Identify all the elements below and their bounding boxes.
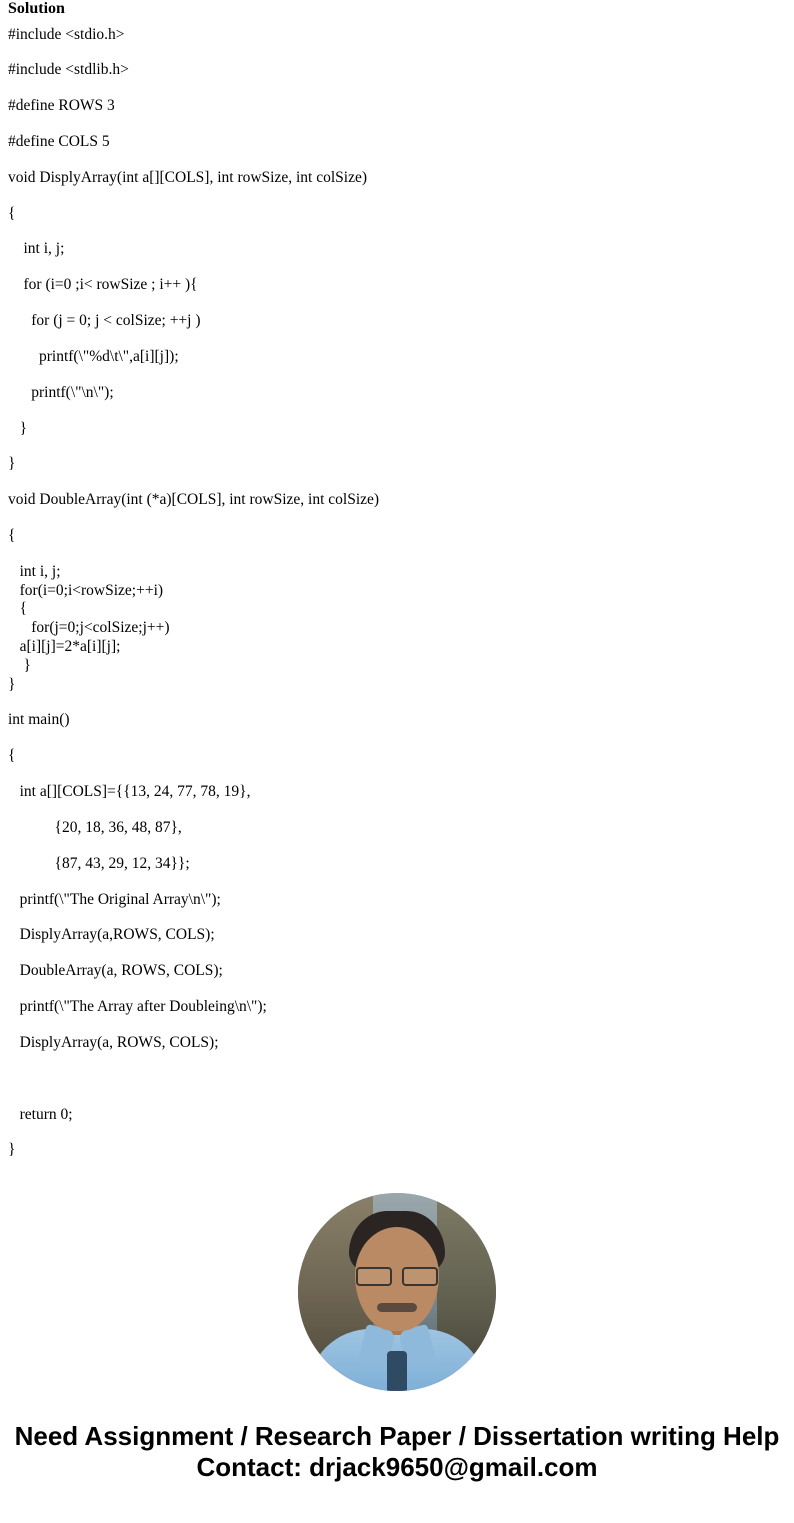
code-line: for(j=0;j<colSize;j++) bbox=[8, 619, 170, 637]
code-line: void DoubleArray(int (*a)[COLS], int rowSize, int colSize) bbox=[8, 491, 380, 509]
code-line: DisplyArray(a, ROWS, COLS); bbox=[8, 1033, 219, 1051]
code-line: } bbox=[8, 1141, 16, 1159]
promo-headline: Need Assignment / Research Paper / Dissertation writing Help bbox=[14, 1421, 780, 1452]
code-line: for (j = 0; j < colSize; ++j ) bbox=[8, 312, 201, 330]
code-line: printf(\"The Array after Doubleing\n\"); bbox=[8, 997, 267, 1015]
code-line: {20, 18, 36, 48, 87}, bbox=[8, 818, 182, 836]
author-photo-container bbox=[8, 1193, 786, 1391]
code-line: printf(\"The Original Array\n\"); bbox=[8, 890, 221, 908]
code-line: { bbox=[8, 204, 16, 222]
code-line: #define COLS 5 bbox=[8, 133, 110, 151]
code-line: printf(\"%d\t\",a[i][j]); bbox=[8, 347, 179, 365]
code-line: int a[][COLS]={{13, 24, 77, 78, 19}, bbox=[8, 783, 251, 801]
code-line: return 0; bbox=[8, 1105, 73, 1123]
code-line: { bbox=[8, 526, 16, 544]
promo-block bbox=[8, 1421, 786, 1482]
code-block-main bbox=[8, 676, 786, 1160]
tie-shape bbox=[387, 1351, 407, 1391]
code-line: { bbox=[8, 600, 28, 618]
code-block-doublearray-body bbox=[8, 563, 786, 675]
glasses-icon bbox=[354, 1267, 440, 1283]
code-line: #include <stdlib.h> bbox=[8, 61, 129, 79]
code-line: { bbox=[8, 747, 16, 765]
code-line: for (i=0 ;i< rowSize ; i++ ){ bbox=[8, 276, 198, 294]
page-title: Solution bbox=[8, 0, 65, 17]
code-line: DoubleArray(a, ROWS, COLS); bbox=[8, 962, 223, 980]
code-line: #include <stdio.h> bbox=[8, 25, 125, 43]
code-line: int i, j; bbox=[8, 240, 65, 258]
code-line: } bbox=[8, 675, 16, 693]
code-line: } bbox=[8, 656, 31, 674]
code-line-blank bbox=[8, 1070, 786, 1088]
code-line: printf(\"\n\"); bbox=[8, 383, 114, 401]
code-line: void DisplyArray(int a[][COLS], int rowSize, int colSize) bbox=[8, 168, 368, 186]
code-line: } bbox=[8, 419, 28, 437]
code-line: for(i=0;i<rowSize;++i) bbox=[8, 581, 164, 599]
promo-contact: Contact: drjack9650@gmail.com bbox=[196, 1451, 598, 1482]
code-line: } bbox=[8, 455, 16, 473]
code-line: int main() bbox=[8, 711, 70, 729]
code-line: #define ROWS 3 bbox=[8, 97, 115, 115]
avatar bbox=[298, 1193, 496, 1391]
code-block-top bbox=[8, 26, 786, 545]
code-line: {87, 43, 29, 12, 34}}; bbox=[8, 854, 190, 872]
code-line: int i, j; bbox=[8, 562, 61, 580]
code-line: DisplyArray(a,ROWS, COLS); bbox=[8, 926, 215, 944]
mustache-shape bbox=[377, 1303, 417, 1312]
code-line: a[i][j]=2*a[i][j]; bbox=[8, 638, 121, 656]
